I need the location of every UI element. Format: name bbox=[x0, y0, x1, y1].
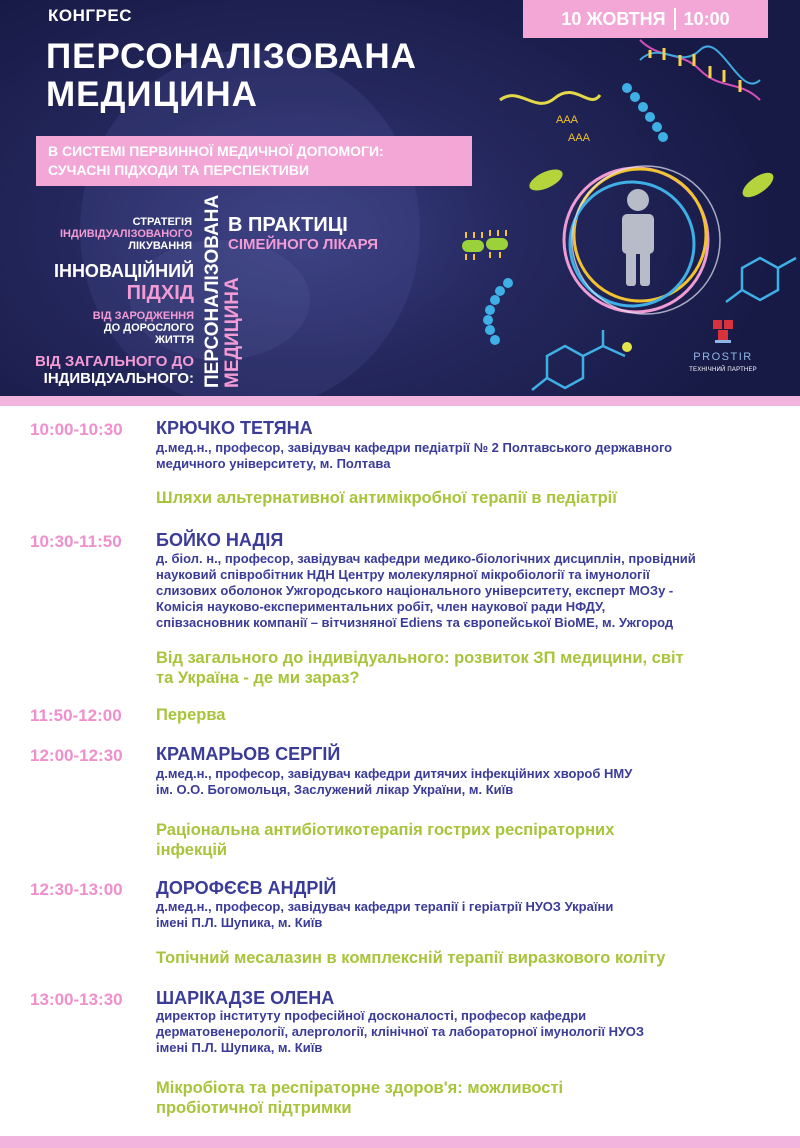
session-time: 10:00-10:30 bbox=[30, 420, 123, 439]
congress-label: КОНГРЕС bbox=[48, 6, 132, 25]
speaker-description bbox=[156, 1008, 796, 1056]
text-line: д.мед.н., професор, завідувач кафедри терапії і геріатрії НУОЗ України bbox=[156, 899, 614, 914]
speaker-name: ШАРІКАДЗЕ ОЛЕНА bbox=[156, 988, 335, 1008]
rna-strand-icon bbox=[500, 92, 600, 103]
talk-topic bbox=[156, 648, 796, 688]
text-line: Шляхи альтернативної антимікробної терапії в педіатрії bbox=[156, 489, 617, 507]
dna-label: AAA bbox=[568, 132, 591, 144]
molecule-atom-icon bbox=[622, 342, 632, 352]
text-line: Топічний месалазин в комплексній терапії виразкового коліту bbox=[156, 949, 666, 967]
text-line: Раціональна антибіотикотерапія гострих респіраторних bbox=[156, 821, 615, 839]
text-line: СТРАТЕГІЯ bbox=[132, 216, 192, 228]
text-line: імені П.Л. Шупика, м. Київ bbox=[156, 915, 323, 930]
talk-topic bbox=[156, 1078, 796, 1118]
text-line: інфекцій bbox=[156, 841, 228, 859]
strategy-text: ЛІКУВАННЯ bbox=[128, 240, 192, 252]
prostir-logo-icon bbox=[710, 318, 736, 344]
family-doctor-text: СІМЕЙНОГО ЛІКАРЯ bbox=[228, 236, 379, 253]
text-line: дерматовенерології, алергології, клінічної та лабораторної імунології НУОЗ bbox=[156, 1024, 645, 1039]
subtitle-line: В СИСТЕМІ ПЕРВИННОЇ МЕДИЧНОЇ ДОПОМОГИ: bbox=[48, 143, 384, 159]
page-title bbox=[46, 38, 417, 114]
speaker-description bbox=[156, 766, 796, 798]
dna-helix-icon bbox=[640, 40, 760, 100]
speaker-description bbox=[156, 551, 796, 631]
date-badge bbox=[523, 0, 768, 38]
text-line: д. біол. н., професор, завідувач кафедри медико-біологічних дисциплін, провідний bbox=[156, 551, 696, 566]
session-time: 13:00-13:30 bbox=[30, 990, 123, 1009]
text-line: Мікробіота та респіраторне здоров'я: можливості bbox=[156, 1079, 564, 1097]
title-line: ПЕРСОНАЛІЗОВАНА bbox=[46, 37, 417, 76]
session-time: 12:30-13:00 bbox=[30, 880, 123, 899]
approach-text: ПІДХІД bbox=[126, 282, 194, 304]
header-banner bbox=[0, 0, 800, 396]
text-line: слизових оболонок Ужгородського національного університету, експерт МОЗу - bbox=[156, 583, 674, 598]
break-label: Перерва bbox=[156, 706, 226, 724]
life-text: ВІД ЗАРОДЖЕННЯ bbox=[92, 310, 194, 322]
subtitle-line: СУЧАСНІ ПІДХОДИ ТА ПЕРСПЕКТИВИ bbox=[48, 162, 310, 178]
event-date: 10 ЖОВТНЯ bbox=[561, 8, 666, 29]
event-time: 10:00 bbox=[683, 8, 730, 29]
life-text: ДО ДОРОСЛОГО bbox=[103, 322, 194, 334]
text-line: імені П.Л. Шупика, м. Київ bbox=[156, 1040, 323, 1055]
subtitle-box bbox=[36, 136, 472, 186]
talk-topic bbox=[156, 948, 796, 968]
text-line: співзасновник компанії – вітчизняної Ediens та європейської BioME, м. Ужгород bbox=[156, 615, 674, 630]
talk-topic bbox=[156, 488, 796, 508]
practice-text: В ПРАКТИЦІ bbox=[228, 214, 348, 236]
text-line: д.мед.н., професор, завідувач кафедри дитячих інфекційних хвороб НМУ bbox=[156, 766, 633, 781]
text-line: Комісія науково-експериментальних робіт, член наукової ради НФДУ, bbox=[156, 599, 606, 614]
divider-bar bbox=[0, 1136, 800, 1148]
divider-bar bbox=[0, 396, 800, 406]
text-line: Від загального до індивідуального: розвиток ЗП медицини, світ bbox=[156, 649, 684, 667]
speaker-name: БОЙКО НАДІЯ bbox=[156, 530, 284, 550]
text-line: ім. О.О. Богомольця, Заслужений лікар України, м. Київ bbox=[156, 782, 514, 797]
talk-topic bbox=[156, 820, 796, 860]
divider bbox=[674, 8, 676, 30]
life-text: ЖИТТЯ bbox=[154, 334, 194, 346]
bacterium-icon bbox=[526, 165, 565, 195]
individual-text: ІНДИВІДУАЛЬНОГО: bbox=[43, 370, 194, 387]
virus-icon bbox=[462, 230, 508, 260]
text-line: директор інституту професійної досконалості, професор кафедри bbox=[156, 1008, 587, 1023]
text-line: науковий співробітник НДН Центру молекулярної мікробіології та імунології bbox=[156, 567, 650, 582]
speaker-description bbox=[156, 899, 796, 931]
partner-name: PROSTIR bbox=[693, 351, 753, 363]
text-line: д.мед.н., професор, завідувач кафедри педіатрії № 2 Полтавського державного bbox=[156, 440, 673, 455]
text-line: та Україна - де ми зараз? bbox=[156, 669, 360, 687]
dna-label: AAA bbox=[556, 114, 579, 126]
speaker-description bbox=[156, 440, 796, 472]
innovative-text: ІННОВАЦІЙНИЙ bbox=[53, 261, 194, 281]
speaker-name: ДОРОФЄЄВ АНДРІЙ bbox=[156, 878, 337, 898]
strategy-text bbox=[60, 216, 192, 228]
general-text: ВІД ЗАГАЛЬНОГО ДО bbox=[35, 353, 194, 370]
session-time: 10:30-11:50 bbox=[30, 532, 122, 551]
partner-caption: ТЕХНІЧНИЙ ПАРТНЕР bbox=[689, 367, 757, 373]
title-line: МЕДИЦИНА bbox=[46, 75, 258, 114]
bacterium-icon bbox=[739, 168, 778, 202]
vertical-title: МЕДИЦИНА bbox=[222, 277, 243, 388]
strategy-text: ІНДИВІДУАЛІЗОВАНОГО bbox=[60, 228, 193, 240]
partner-logo bbox=[678, 318, 768, 373]
speaker-name: КРАМАРЬОВ СЕРГІЙ bbox=[156, 744, 341, 764]
text-line: пробіотичної підтримки bbox=[156, 1099, 352, 1117]
session-time: 11:50-12:00 bbox=[30, 706, 122, 725]
person-icon bbox=[622, 189, 654, 286]
text-line: медичного університету, м. Полтава bbox=[156, 456, 391, 471]
session-time: 12:00-12:30 bbox=[30, 746, 123, 765]
speaker-name: КРЮЧКО ТЕТЯНА bbox=[156, 418, 313, 438]
vertical-title: ПЕРСОНАЛІЗОВАНА bbox=[202, 194, 223, 388]
